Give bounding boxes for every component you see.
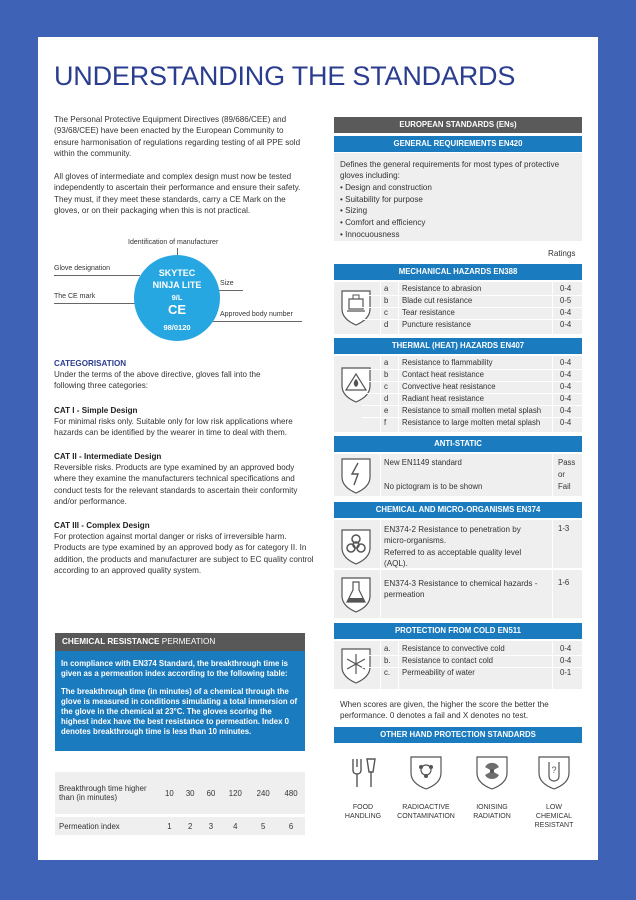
badge-brand: SKYTEC	[158, 268, 196, 278]
row-text: Permeability of water	[402, 668, 475, 677]
divider	[552, 454, 553, 496]
row-text: Resistance to large molten metal splash	[402, 418, 541, 427]
label-ce: The CE mark	[54, 293, 96, 300]
divider	[380, 282, 381, 334]
score-note: When scores are given, the higher the score the better the performance. 0 denotes a fail and X denotes no test.	[340, 700, 549, 721]
table-cell: 4	[221, 816, 249, 836]
row-rating: 0-1	[560, 668, 572, 677]
low-chemical-resistant-icon	[536, 755, 572, 791]
cat1-text: For minimal risks only. Suitable only for low risk applications where hazards can be identified by the wearer in time to deal with them.	[54, 417, 293, 438]
row-rating: 0-4	[560, 418, 572, 427]
divider	[398, 356, 399, 432]
anti-static-header: ANTI-STATIC	[334, 436, 582, 452]
page-title: UNDERSTANDING THE STANDARDS	[54, 61, 516, 91]
anti-static-or: or	[558, 470, 565, 479]
chem1-rating: 1-3	[558, 524, 570, 533]
food-handling-icon	[345, 755, 381, 791]
row-text: Resistance to abrasion	[402, 284, 482, 293]
row-rating: 0-4	[560, 406, 572, 415]
general-item: • Comfort and efficiency	[340, 218, 426, 227]
row-text: Blade cut resistance	[402, 296, 473, 305]
categorisation-intro: Under the terms of the above directive, gloves fall into the following three categories:	[54, 370, 261, 391]
row-separator	[362, 369, 582, 370]
divider	[380, 356, 381, 432]
chem1-text-2: Referred to as acceptable quality level (AQL).	[384, 548, 522, 569]
row-rating: 0-4	[560, 308, 572, 317]
table-cell: 5	[249, 816, 277, 836]
general-requirements-header: GENERAL REQUIREMENTS EN420	[334, 136, 582, 152]
row-letter: a	[384, 284, 389, 293]
radioactive-contamination-caption: RADIOACTIVE CONTAMINATION	[397, 804, 455, 820]
row-separator	[362, 655, 582, 656]
general-requirements-box	[334, 153, 582, 241]
label-size: Size	[220, 280, 234, 287]
svg-text:?: ?	[551, 765, 557, 775]
table-cell: 3	[201, 816, 222, 836]
cat2-title: CAT II - Intermediate Design	[54, 452, 162, 461]
anti-static-text-1: New EN1149 standard	[384, 458, 462, 467]
chemical-micro-box	[334, 520, 582, 618]
ce-mark-icon: CE	[167, 302, 187, 317]
radioactive-contamination-icon	[408, 755, 444, 791]
row-text: Contact heat resistance	[402, 370, 484, 379]
divider	[380, 454, 381, 496]
cat1-title: CAT I - Simple Design	[54, 406, 138, 415]
anti-static-rating-1: Pass	[558, 458, 576, 467]
ce-badge	[134, 255, 220, 341]
row-label: Permeation index	[55, 816, 159, 836]
row-letter: c.	[384, 668, 391, 677]
row-separator	[362, 307, 582, 308]
chem2-text: EN374-3 Resistance to chemical hazards - permeation	[384, 579, 538, 600]
mechanical-hazards-box	[334, 282, 582, 334]
chemical-header-bold: CHEMICAL RESISTANCE	[62, 637, 160, 646]
row-text: Resistance to contact cold	[402, 656, 494, 665]
general-item: • Design and construction	[340, 183, 432, 192]
anti-static-icon	[336, 455, 376, 495]
table-cell: 240	[249, 772, 277, 816]
chemical-micro-header: CHEMICAL AND MICRO-ORGANISMS EN374	[334, 502, 582, 518]
badge-model: NINJA LITE	[152, 280, 202, 290]
cat2-text: Reversible risks. Products are type examined by an approved body where they examine the manufacturers technical specifications and conduct tests for the relevant standards to ascertain their conformity and/or performance.	[54, 463, 298, 506]
ionising-radiation-icon	[474, 755, 510, 791]
anti-static-rating-2: Fail	[558, 482, 571, 491]
table-row	[55, 772, 305, 816]
label-designation: Glove designation	[54, 265, 111, 272]
leader-line	[198, 321, 302, 322]
chemical-flask-icon	[336, 574, 376, 614]
label-body: Approved body number	[220, 311, 293, 318]
table-cell: 60	[201, 772, 222, 816]
row-letter: c	[384, 308, 388, 317]
chem1-text: EN374-2 Resistance to penetration by micro-organisms.	[384, 525, 521, 546]
low-chemical-resistant-caption: LOW CHEMICAL RESISTANT	[534, 804, 574, 829]
table-row	[55, 816, 305, 836]
thermal-hazards-header: THERMAL (HEAT) HAZARDS EN407	[334, 338, 582, 354]
row-text: Convective heat resistance	[402, 382, 496, 391]
general-item: • Innocuousness	[340, 230, 400, 239]
cat3-title: CAT III - Complex Design	[54, 521, 150, 530]
badge-body-number: 98/0120	[163, 323, 191, 332]
row-letter: b.	[384, 656, 391, 665]
row-rating: 0-4	[560, 656, 572, 665]
intro-paragraph-2: All gloves of intermediate and complex design must now be tested independently to ascertain their performance and ensure their safety. They must, if they meet these standards, carry a CE Mark on the gloves, or on their packaging when this is not practical.	[54, 172, 301, 215]
leader-line	[54, 275, 140, 276]
anti-static-box	[334, 454, 582, 496]
row-separator	[362, 667, 582, 668]
permeation-table	[55, 772, 305, 835]
divider	[552, 282, 553, 334]
cat3-text: For protection against mortal danger or risks of irreversible harm. Products are type examined by an approved body as for category II. In addition, the products and manufacturer are subject to EC quality control according to an approved quality system.	[54, 532, 314, 575]
row-text: Tear resistance	[402, 308, 455, 317]
row-letter: c	[384, 382, 388, 391]
row-rating: 0-4	[560, 644, 572, 653]
row-rating: 0-4	[560, 382, 572, 391]
divider	[552, 356, 553, 432]
row-separator	[362, 417, 582, 418]
row-rating: 0-4	[560, 284, 572, 293]
chemical-paragraph-2: The breakthrough time (in minutes) of a chemical through the glove is measured in conditions simulating a total immersion of the glove in the chemical at 23°C. The gloves scoring the highest index have the best resistance to permeation. Index 0 denotes breakthrough time is less than 10 minutes.	[61, 687, 298, 736]
intro-paragraph-1: The Personal Protective Equipment Directives (89/686/CEE) and (93/68/CEE) have been enacted by the European Community to ensure harmonisation of regulations regarding testing of all PPE sold within the community.	[54, 115, 301, 158]
table-cell: 480	[277, 772, 305, 816]
snowflake-icon	[336, 645, 376, 685]
row-letter: b	[384, 296, 389, 305]
chem2-rating: 1-6	[558, 578, 570, 587]
row-letter: a	[384, 358, 389, 367]
row-rating: 0-4	[560, 358, 572, 367]
table-cell: 120	[221, 772, 249, 816]
row-letter: a.	[384, 644, 391, 653]
row-text: Puncture resistance	[402, 320, 471, 329]
ratings-label: Ratings	[548, 249, 576, 258]
divider	[398, 282, 399, 334]
table-cell: 10	[159, 772, 180, 816]
chemical-resistance-box	[55, 651, 305, 751]
table-cell: 2	[180, 816, 201, 836]
chemical-header-rest: PERMEATION	[159, 637, 216, 646]
row-rating: 0-5	[560, 296, 572, 305]
page	[38, 37, 598, 860]
divider	[552, 520, 553, 618]
row-rating: 0-4	[560, 370, 572, 379]
divider	[398, 641, 399, 689]
biohazard-icon	[336, 526, 376, 566]
other-standards-box	[334, 745, 582, 829]
row-text: Resistance to flammability	[402, 358, 493, 367]
thermal-hazards-box	[334, 356, 582, 432]
row-text: Resistance to convective cold	[402, 644, 505, 653]
cold-protection-header: PROTECTION FROM COLD EN511	[334, 623, 582, 639]
row-text: Radiant heat resistance	[402, 394, 484, 403]
badge-size: 9/L	[171, 293, 183, 302]
row-separator	[362, 393, 582, 394]
divider	[380, 641, 381, 689]
anti-static-text-2: No pictogram is to be shown	[384, 482, 483, 491]
row-separator	[362, 319, 582, 320]
mechanical-hazards-header: MECHANICAL HAZARDS EN388	[334, 264, 582, 280]
table-cell: 1	[159, 816, 180, 836]
row-letter: f	[384, 418, 387, 427]
food-handling-caption: FOOD HANDLING	[344, 804, 382, 820]
row-letter: d	[384, 320, 389, 329]
general-text: Defines the general requirements for most types of protective gloves including:	[340, 160, 560, 181]
table-cell: 30	[180, 772, 201, 816]
row-letter: d	[384, 394, 389, 403]
chemical-paragraph-1: In compliance with EN374 Standard, the breakthrough time is given as a permeation index according to the following table:	[61, 659, 289, 678]
row-separator	[362, 381, 582, 382]
row-text: Resistance to small molten metal splash	[402, 406, 542, 415]
divider	[552, 641, 553, 689]
cold-protection-box	[334, 641, 582, 689]
categorisation-heading: CATEGORISATION	[54, 359, 127, 368]
label-manufacturer: Identification of manufacturer	[128, 239, 219, 246]
row-letter: e	[384, 406, 389, 415]
flame-icon	[336, 364, 376, 404]
row-separator	[362, 295, 582, 296]
row-rating: 0-4	[560, 320, 572, 329]
row-rating: 0-4	[560, 394, 572, 403]
row-letter: b	[384, 370, 389, 379]
row-label: Breakthrough time higher than (in minutes)	[55, 772, 159, 816]
table-cell: 6	[277, 816, 305, 836]
chemical-resistance-header	[55, 633, 305, 651]
european-standards-header: EUROPEAN STANDARDS (ENs)	[334, 117, 582, 133]
ionising-radiation-caption: IONISING RADIATION	[473, 804, 511, 820]
general-item: • Suitability for purpose	[340, 195, 423, 204]
row-separator	[362, 405, 582, 406]
other-standards-header: OTHER HAND PROTECTION STANDARDS	[334, 727, 582, 743]
divider	[380, 520, 381, 618]
general-item: • Sizing	[340, 206, 368, 215]
